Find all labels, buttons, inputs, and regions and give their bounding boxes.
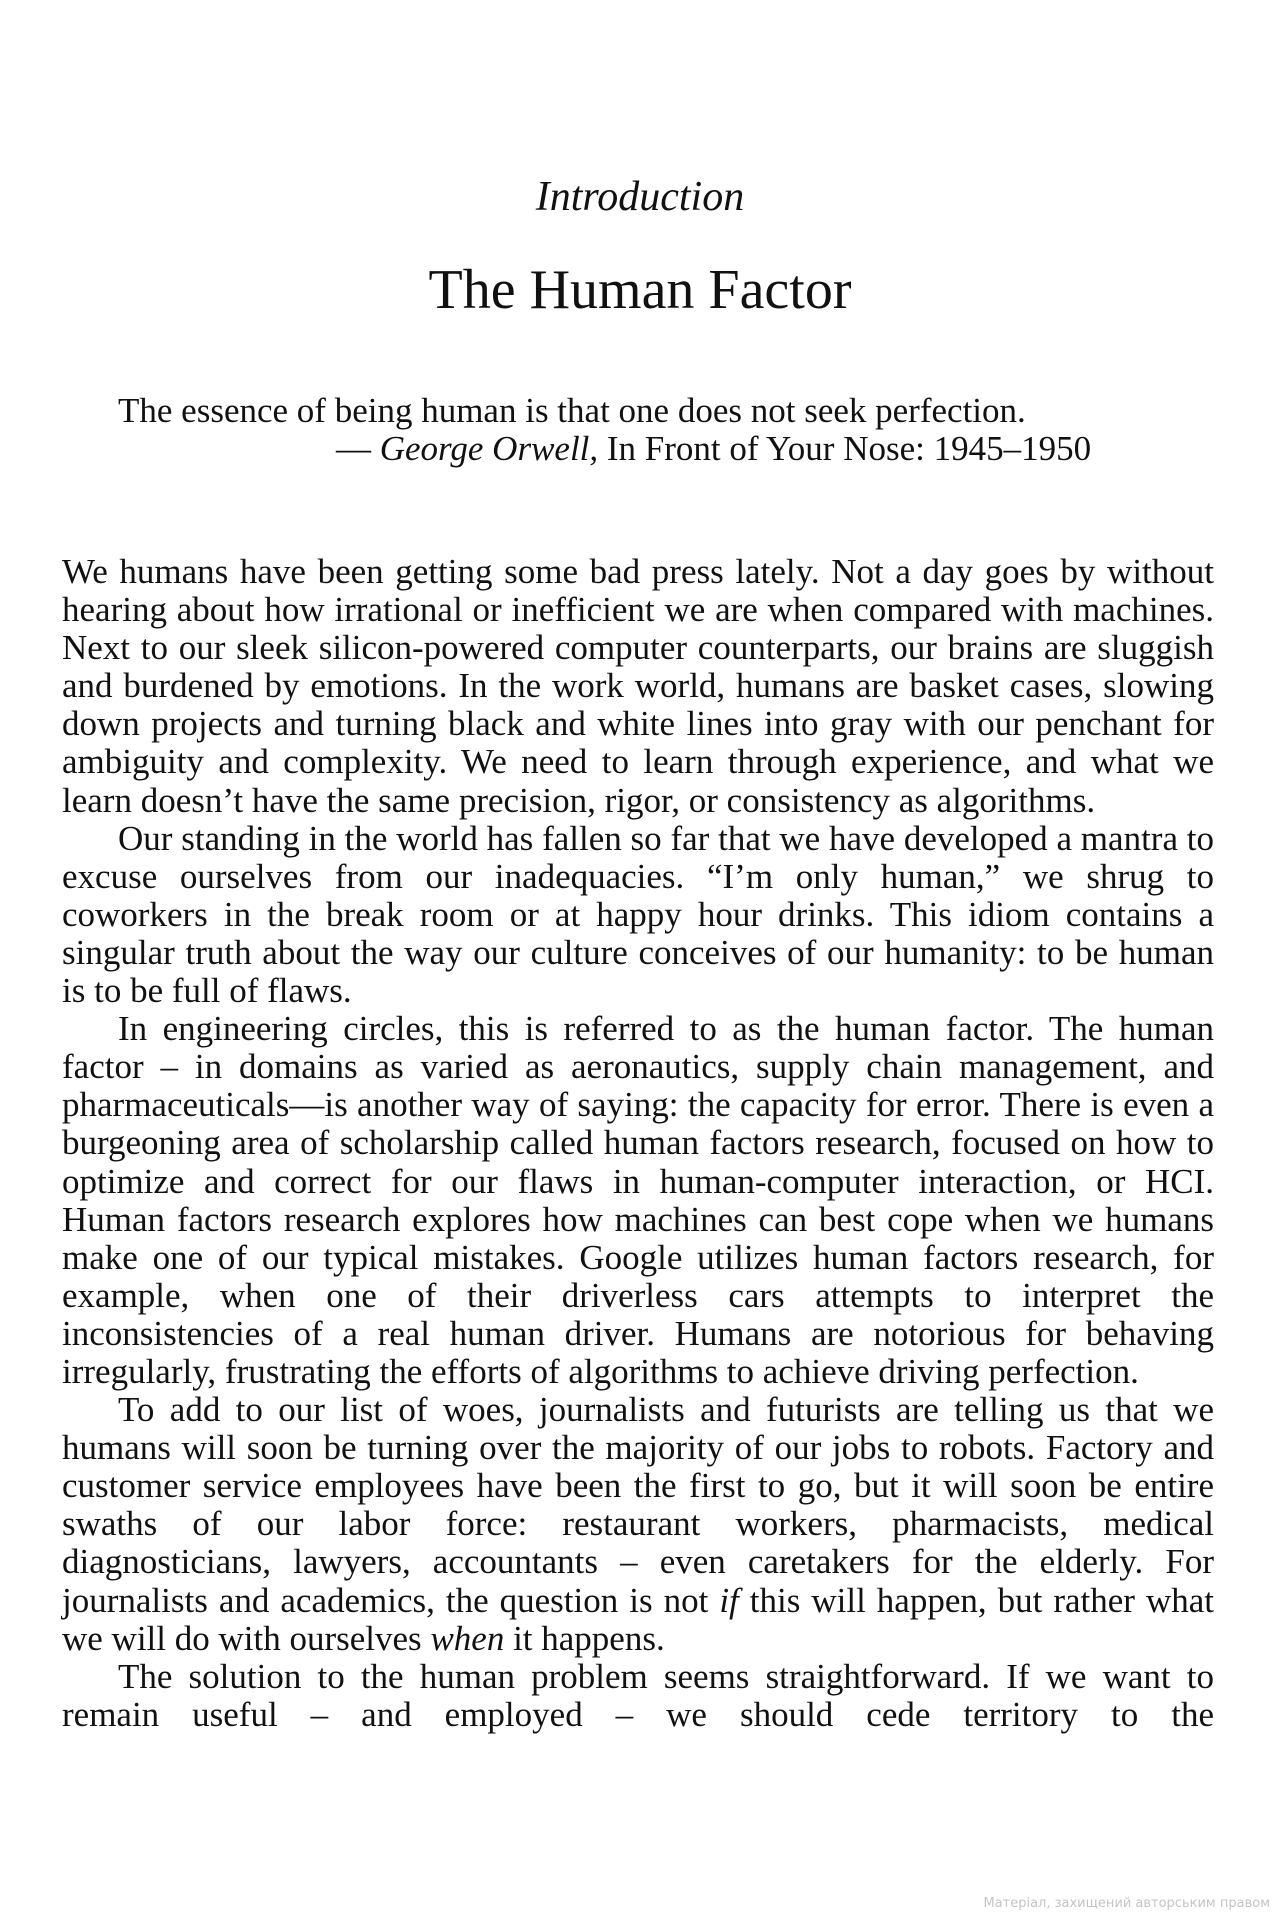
paragraph-4-part-3: it happens. <box>504 1618 665 1658</box>
chapter-kicker: Introduction <box>535 174 745 220</box>
paragraph-1: We humans have been getting some bad press lately. Not a day goes by without hearing about how irrational or inefficient we are when compared with machines. Next to our sleek silicon-powered computer counterparts, our brains are sluggish and burdened by emotions. In the work world, humans are basket cases, slowing down projects and turning black and white lines into gray with our penchant for ambiguity and complexity. We need to learn through experience, and what we learn doesn’t have the same precision, rigor, or consistency as algorithms. <box>62 552 1214 820</box>
body-text <box>62 553 1214 1734</box>
paragraph-4-part-1: To add to our list of woes, journalists and futurists are telling us that we humans will soon be turning over the majority of our jobs to robots. Factory and customer service employees have been the first to go, but it will soon be entire swaths of our labor force: restaurant workers, pharmacists, medical diagnosticians, lawyers, accountants – even caretakers for the elderly. For journalists and academics, the question is not <box>62 1390 1214 1620</box>
emphasis-when: when <box>430 1618 505 1658</box>
chapter-title: The Human Factor <box>428 259 852 321</box>
paragraph-3: In engineering circles, this is referred to as the human factor. The human factor – in domains as varied as aeronautics, supply chain management, and pharmaceuticals—is another way of saying: the capacity for error. There is even a burgeoning area of scholarship called human factors research, focused on how to optimize and correct for our flaws in human-computer interaction, or HCI. Human factors research explores how machines can best cope when we humans make one of our typical mistakes. Google utilizes human factors research, for example, when one of their driverless cars attempts to interpret the inconsistencies of a real human driver. Humans are notorious for behaving irregularly, frustrating the efforts of algorithms to achieve driving perfection. <box>62 1009 1214 1391</box>
paragraph-4-part-2: this will happen, but rather what we will do with ourselves <box>62 1580 1214 1658</box>
epigraph-quote: The essence of being human is that one does not seek perfection. <box>118 391 1026 430</box>
copyright-watermark: Матеріал, захищений авторським правом <box>983 1896 1270 1911</box>
paragraph-4 <box>62 1391 1214 1658</box>
epigraph <box>118 392 1168 468</box>
epigraph-author: George Orwell, <box>379 429 599 468</box>
epigraph-attribution <box>118 430 1168 468</box>
emphasis-if: if <box>719 1580 739 1620</box>
attribution-dash: — <box>336 429 380 468</box>
paragraph-5: The solution to the human problem seems straightforward. If we want to remain useful – and employed – we should cede territory to the <box>62 1656 1214 1734</box>
paragraph-2: Our standing in the world has fallen so far that we have developed a mantra to excuse ourselves from our inadequacies. “I’m only human,” we shrug to coworkers in the break room or at happy hour drinks. This idiom contains a singular truth about the way our culture conceives of our humanity: to be human is to be full of flaws. <box>62 818 1214 1011</box>
epigraph-source: In Front of Your Nose: 1945–1950 <box>598 429 1092 468</box>
